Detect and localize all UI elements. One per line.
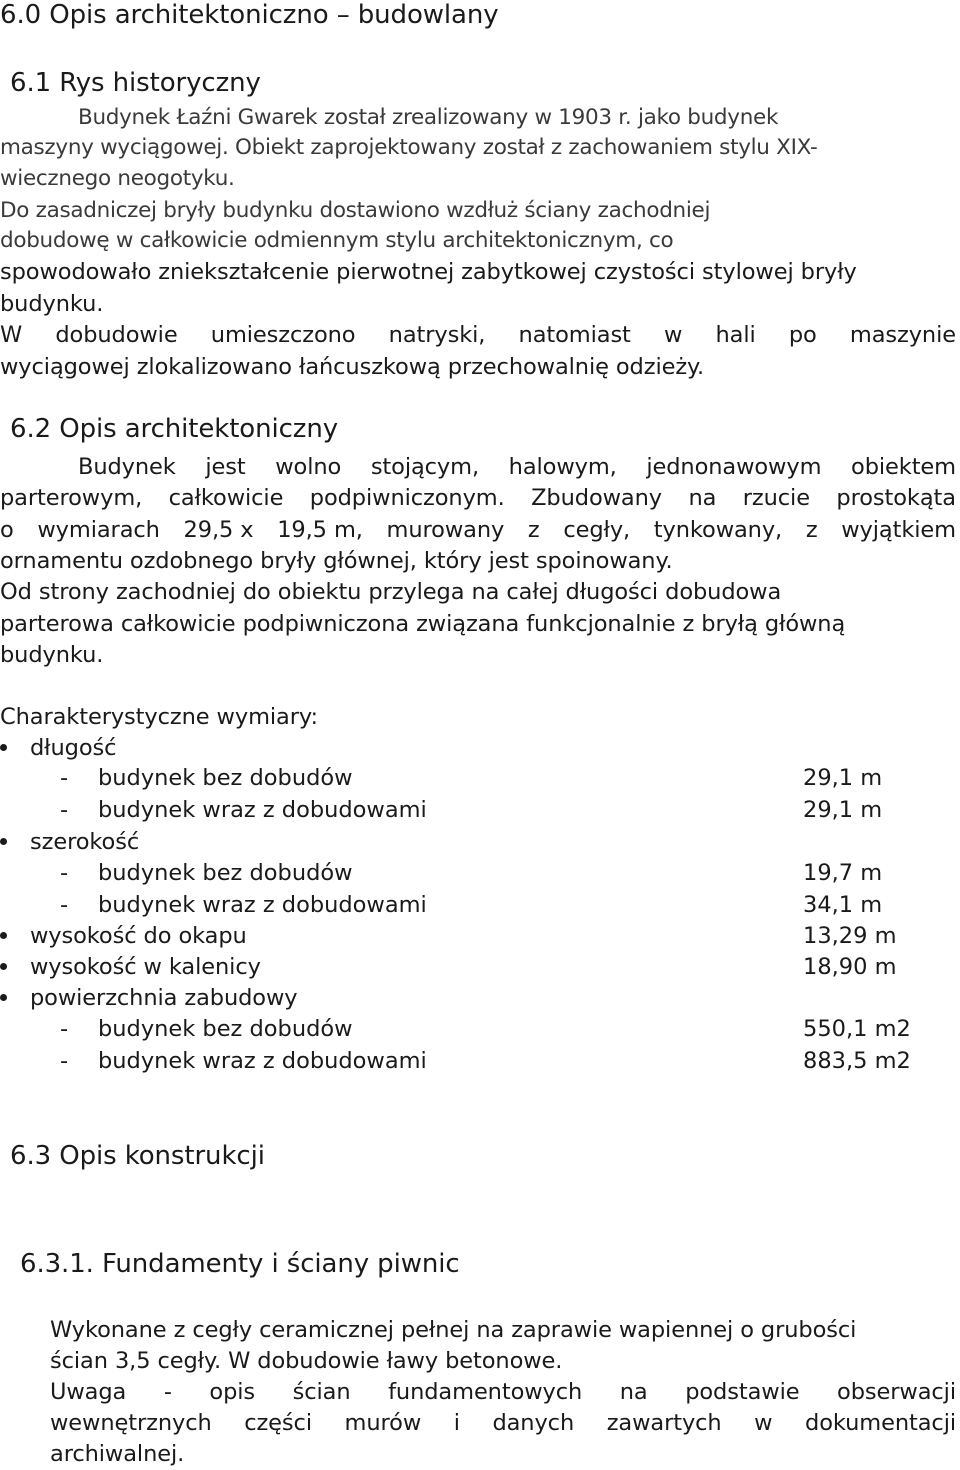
dims-value: 29,1 m [803, 765, 883, 791]
dims-subitem: budynek bez dobudów [98, 765, 353, 791]
dims-title: Charakterystyczne wymiary: [0, 704, 318, 730]
word: parterowym, [0, 485, 143, 511]
word: umieszczono [210, 322, 356, 348]
word: wolno [275, 454, 342, 480]
dash: - [60, 892, 69, 918]
word: 29,5 x [183, 517, 254, 543]
bullet-icon [0, 744, 7, 751]
dims-value: 29,1 m [803, 797, 883, 823]
dash: - [60, 765, 69, 791]
word: W [0, 322, 23, 348]
dims-subitem: budynek bez dobudów [98, 860, 353, 886]
dims-subitem: budynek wraz z dobudowami [98, 797, 427, 823]
word: części [244, 1410, 312, 1436]
word: Zbudowany [531, 485, 662, 511]
history-line: maszyny wyciągowej. Obiekt zaprojektowany został z zachowaniem stylu XIX- [0, 135, 818, 160]
found-line: ścian 3,5 cegły. W dobudowie ławy betonowe. [50, 1348, 563, 1374]
word: z [527, 517, 540, 543]
dims-item-szerokosc: szerokość [30, 829, 140, 855]
history-line: Budynek Łaźni Gwarek został zrealizowany w 1903 r. jako budynek [78, 105, 779, 130]
arch-line: budynku. [0, 642, 104, 668]
word: tynkowany, [653, 517, 783, 543]
arch-justified-line [0, 515, 956, 545]
dims-value: 34,1 m [803, 892, 883, 918]
heading-6-3-1: 6.3.1. Fundamenty i ściany piwnic [20, 1249, 460, 1279]
word: prostokąta [836, 485, 956, 511]
history-line: dobudowę w całkowicie odmiennym stylu architektonicznym, co [0, 228, 674, 253]
heading-6-3: 6.3 Opis konstrukcji [10, 1141, 265, 1171]
arch-line: parterowa całkowicie podpiwniczona związana funkcjonalnie z bryłą główną [0, 611, 846, 637]
dims-value: 18,90 m [803, 954, 897, 980]
dash: - [60, 860, 69, 886]
dims-value: 883,5 m2 [803, 1048, 911, 1074]
word: podpiwniczonym. [309, 485, 505, 511]
heading-6-2: 6.2 Opis architektoniczny [10, 414, 339, 444]
word: danych [492, 1410, 575, 1436]
dims-item-kalenica: wysokość w kalenicy [30, 954, 261, 980]
word: obserwacji [837, 1379, 956, 1405]
found-line: archiwalnej. [50, 1441, 185, 1467]
word: ścian [292, 1379, 351, 1405]
word: natomiast [518, 322, 631, 348]
dims-subitem: budynek wraz z dobudowami [98, 892, 427, 918]
word: na [688, 485, 717, 511]
dash: - [60, 1016, 69, 1042]
dims-value: 550,1 m2 [803, 1016, 911, 1042]
word: w [754, 1410, 773, 1436]
history-line: Do zasadniczej bryły budynku dostawiono wzdłuż ściany zachodniej [0, 198, 711, 223]
history-justified-line [0, 320, 956, 350]
word: jest [205, 454, 246, 480]
bullet-icon [0, 932, 7, 939]
history-line: wiecznego neogotyku. [0, 166, 235, 191]
history-line: spowodowało zniekształcenie pierwotnej zabytkowej czystości stylowej bryły [0, 259, 857, 285]
history-line: wyciągowej zlokalizowano łańcuszkową przechowalnię odzieży. [0, 354, 705, 380]
arch-justified-line [78, 452, 956, 482]
arch-line: Od strony zachodniej do obiektu przylega na całej długości dobudowa [0, 579, 782, 605]
word: wymiarach [37, 517, 160, 543]
dims-item-dlugosc: długość [30, 735, 117, 761]
heading-6-1: 6.1 Rys historyczny [10, 68, 261, 98]
bullet-icon [0, 963, 7, 970]
word: i [453, 1410, 460, 1436]
found-justified-line [50, 1377, 956, 1407]
word: z [805, 517, 818, 543]
word: rzucie [742, 485, 810, 511]
dash: - [60, 797, 69, 823]
word: po [788, 322, 817, 348]
word: na [619, 1379, 648, 1405]
word: obiektem [851, 454, 956, 480]
word: opis [209, 1379, 256, 1405]
word: podstawie [685, 1379, 800, 1405]
word: stojącym, [370, 454, 480, 480]
word: - [163, 1379, 172, 1405]
word: jednonawowym [646, 454, 822, 480]
word: w [663, 322, 683, 348]
bullet-icon [0, 994, 7, 1001]
word: hali [715, 322, 756, 348]
history-line: budynku. [0, 291, 104, 317]
word: 19,5 m, [277, 517, 363, 543]
dash: - [60, 1048, 69, 1074]
dims-value: 19,7 m [803, 860, 883, 886]
dims-item-okap: wysokość do okapu [30, 923, 247, 949]
word: maszynie [849, 322, 956, 348]
dims-subitem: budynek bez dobudów [98, 1016, 353, 1042]
dims-item-powierzchnia: powierzchnia zabudowy [30, 985, 298, 1011]
dims-subitem: budynek wraz z dobudowami [98, 1048, 427, 1074]
word: halowym, [508, 454, 617, 480]
word: dobudowie [55, 322, 178, 348]
arch-line: ornamentu ozdobnego bryły głównej, który jest spoinowany. [0, 548, 673, 574]
word: dokumentacji [805, 1410, 956, 1436]
word: całkowicie [168, 485, 284, 511]
arch-justified-line [0, 483, 956, 513]
word: zawartych [606, 1410, 722, 1436]
found-justified-line [50, 1408, 956, 1438]
found-line: Wykonane z cegły ceramicznej pełnej na zaprawie wapiennej o grubości [50, 1317, 857, 1343]
word: cegły, [563, 517, 631, 543]
word: natryski, [388, 322, 486, 348]
word: murów [344, 1410, 422, 1436]
word: wewnętrznych [50, 1410, 212, 1436]
word: fundamentowych [388, 1379, 583, 1405]
heading-6-0: 6.0 Opis architektoniczno – budowlany [0, 0, 499, 30]
word: Uwaga [50, 1379, 127, 1405]
word: murowany [386, 517, 505, 543]
word: o [0, 517, 14, 543]
word: wyjątkiem [841, 517, 956, 543]
bullet-icon [0, 838, 7, 845]
word: Budynek [78, 454, 176, 480]
dims-value: 13,29 m [803, 923, 897, 949]
